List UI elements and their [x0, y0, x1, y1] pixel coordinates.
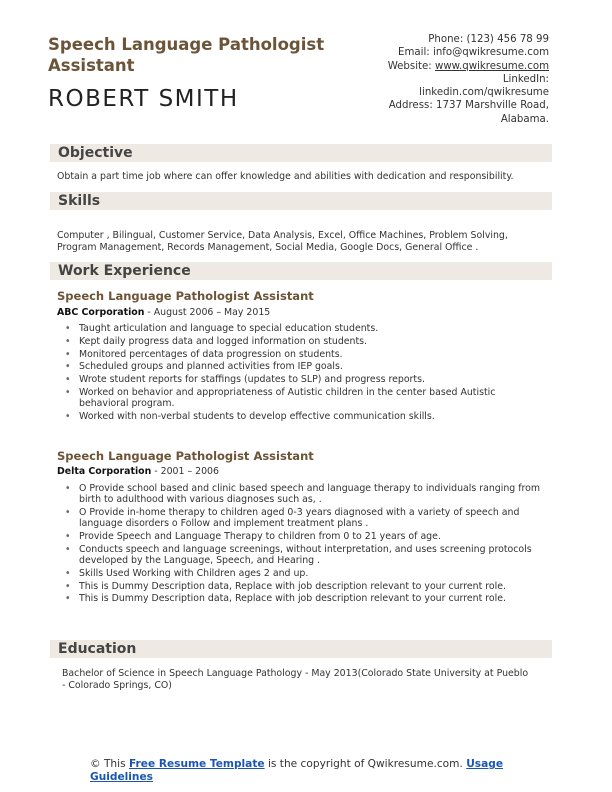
linkedin-value: linkedin.com/qwikresume: [419, 87, 549, 99]
list-item: • Worked on behavior and appropriateness of Autistic children in the center based Autistic behavioral program.: [57, 387, 547, 409]
address-line: [349, 99, 549, 126]
contact-block: [349, 33, 549, 126]
list-item: • Provide Speech and Language Therapy to children from 0 to 21 years of age.: [57, 531, 547, 542]
email-line: [349, 46, 549, 59]
skills-heading: Skills: [58, 193, 101, 209]
phone-line: [349, 33, 549, 46]
education-section-header: [50, 640, 552, 658]
address-label: Address:: [388, 100, 433, 112]
skills-text: Computer , Bilingual, Customer Service, Data Analysis, Excel, Office Machines, Problem Solving, Program Management, Records Management, Social Media, Google Docs, General Office .: [57, 230, 508, 253]
list-item: • This is Dummy Description data, Replace with job description relevant to your current role.: [57, 581, 547, 592]
list-item: • O Provide in-home therapy to children aged 0-3 years diagnosed with a variety of speech and language disorders o Follow and implement treatment plans .: [57, 507, 547, 529]
work-experience-heading: Work Experience: [58, 263, 191, 279]
list-item: • Monitored percentages of data progression on students.: [57, 349, 547, 360]
job-1-bullets: [57, 323, 547, 424]
footer-middle: is the copyright of Qwikresume.com.: [264, 758, 467, 770]
objective-heading: Objective: [58, 145, 133, 161]
email-value: info@qwikresume.com: [432, 47, 549, 59]
list-item: • This is Dummy Description data, Replace with job description relevant to your current role.: [57, 593, 547, 604]
footer-copyright: [90, 758, 530, 784]
list-item: • Kept daily progress data and logged information on students.: [57, 336, 547, 347]
free-resume-template-link[interactable]: Free Resume Template: [128, 758, 265, 770]
candidate-name: ROBERT SMITH: [48, 86, 239, 112]
job-2-bullets: [57, 483, 547, 606]
list-item: • Wrote student reports for staffings (updates to SLP) and progress reports.: [57, 374, 547, 385]
education-text: Bachelor of Science in Speech Language Pathology - May 2013(Colorado State University at Pueblo - Colorado Springs, CO): [62, 668, 529, 691]
linkedin-label: LinkedIn:: [502, 73, 549, 85]
objective-text: Obtain a part time job where can offer knowledge and abilities with dedication and responsibility.: [57, 171, 514, 182]
job-1-company-line: [57, 307, 270, 318]
website-line: [349, 60, 549, 73]
job-2-title: Speech Language Pathologist Assistant: [57, 449, 314, 463]
list-item: • Conducts speech and language screenings, without interpretation, and uses screening protocols developed by the Language, Speech, and Hearing .: [57, 544, 547, 566]
job-1-dates: - August 2006 – May 2015: [144, 307, 271, 318]
usage-guidelines-link[interactable]: Usage Guidelines: [90, 758, 504, 783]
job-2-dates: - 2001 – 2006: [151, 466, 219, 477]
job-2-company-line: [57, 466, 219, 477]
address-value: 1737 Marshville Road, Alabama.: [436, 100, 549, 125]
list-item: • Skills Used Working with Children ages 2 and up.: [57, 568, 547, 579]
email-label: Email:: [398, 47, 430, 59]
website-label: Website:: [387, 60, 432, 72]
objective-section-header: [50, 144, 552, 162]
phone-value: (123) 456 78 99: [466, 34, 549, 45]
website-link[interactable]: www.qwikresume.com: [434, 60, 549, 72]
job-1-title: Speech Language Pathologist Assistant: [57, 289, 314, 303]
work-experience-section-header: [50, 262, 552, 280]
list-item: • Taught articulation and language to special education students.: [57, 323, 547, 334]
job-1-company: ABC Corporation: [57, 307, 145, 318]
job-2-company: Delta Corporation: [57, 466, 152, 477]
job-title: Speech Language Pathologist Assistant: [48, 35, 325, 75]
list-item: • Worked with non-verbal students to develop effective communication skills.: [57, 411, 547, 422]
footer-prefix: © This: [90, 758, 129, 770]
list-item: • O Provide school based and clinic based speech and language therapy to individuals ranging from birth to adulthood with various diagnoses such as, .: [57, 483, 547, 505]
skills-section-header: [50, 192, 552, 210]
list-item: • Scheduled groups and planned activities from IEP goals.: [57, 361, 547, 372]
education-heading: Education: [58, 641, 137, 657]
phone-label: Phone:: [428, 34, 464, 45]
